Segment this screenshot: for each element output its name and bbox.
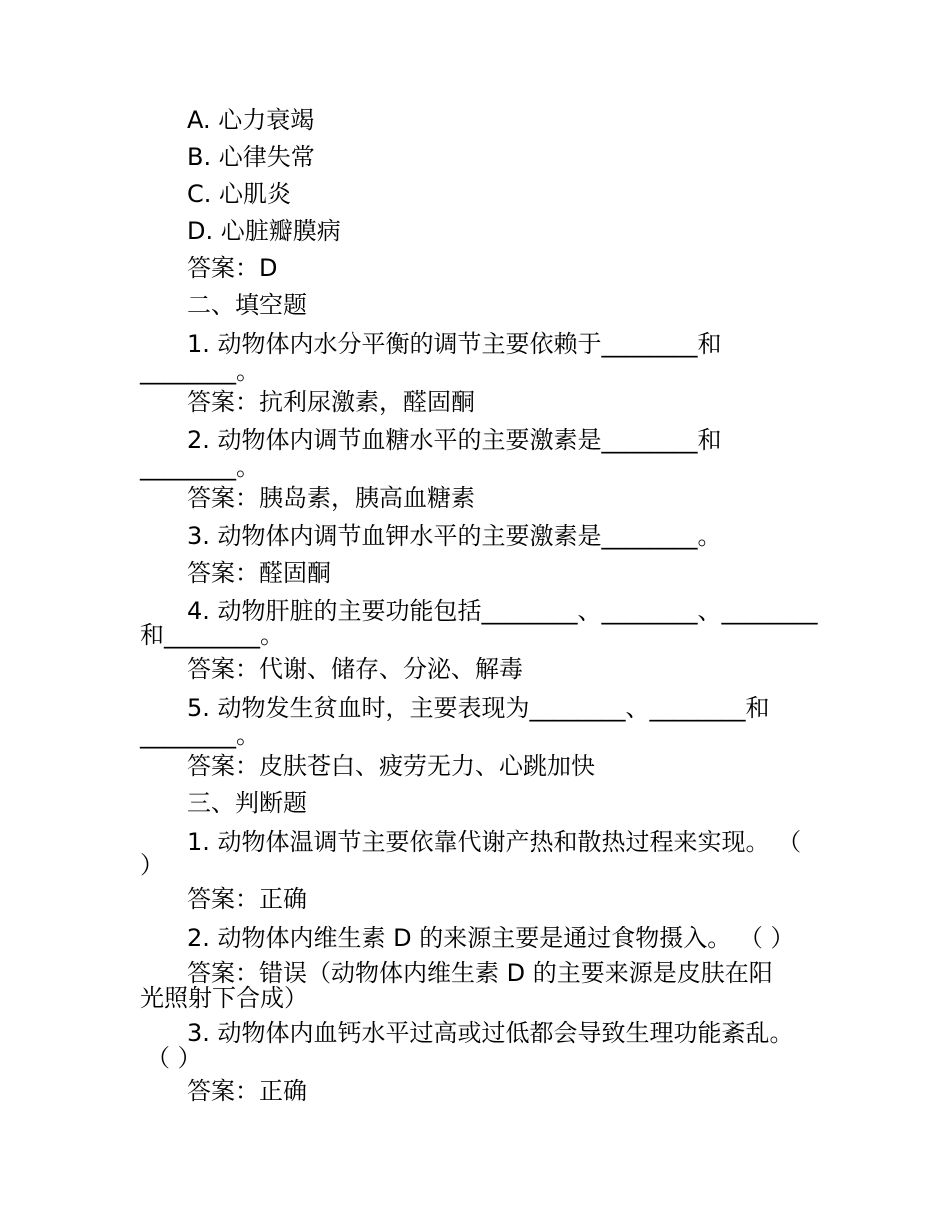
question-text: 2. 动物体内维生素 D 的来源主要是通过食物摄入。 （ ）	[187, 924, 795, 952]
option-d: D. 心脏瓣膜病	[187, 217, 341, 245]
answer-text: 答案：正确	[187, 1077, 307, 1105]
option-b: B. 心律失常	[187, 143, 315, 171]
answer-text: 答案：抗利尿激素，醛固酮	[187, 388, 475, 416]
answer-text: 答案：醛固酮	[187, 559, 331, 587]
answer-continuation: 光照射下合成）	[140, 984, 308, 1012]
question-continuation: 和________。	[140, 621, 284, 649]
option-a: A. 心力衰竭	[187, 106, 315, 134]
question-continuation: ________。	[140, 357, 260, 385]
question-text: 2. 动物体内调节血糖水平的主要激素是________和	[187, 426, 722, 454]
question-text: 1. 动物体温调节主要依靠代谢产热和散热过程来实现。 （	[187, 828, 802, 856]
section-heading-judge: 三、判断题	[187, 789, 307, 817]
option-c: C. 心肌炎	[187, 180, 292, 208]
question-continuation: ）	[140, 851, 164, 879]
answer-text: 答案：D	[187, 254, 278, 282]
question-text: 3. 动物体内血钙水平过高或过低都会导致生理功能紊乱。	[187, 1019, 794, 1047]
question-text: 5. 动物发生贫血时，主要表现为________、________和	[187, 694, 770, 722]
answer-text: 答案：代谢、储存、分泌、解毒	[187, 655, 523, 683]
answer-text: 答案：错误（动物体内维生素 D 的主要来源是皮肤在阳	[187, 959, 773, 987]
answer-text: 答案：胰岛素，胰高血糖素	[187, 484, 475, 512]
question-continuation: （ ）	[146, 1044, 202, 1072]
question-text: 3. 动物体内调节血钾水平的主要激素是________。	[187, 522, 722, 550]
question-continuation: ________。	[140, 721, 260, 749]
question-text: 1. 动物体内水分平衡的调节主要依赖于________和	[187, 330, 722, 358]
answer-text: 答案：皮肤苍白、疲劳无力、心跳加快	[187, 752, 595, 780]
section-heading-fill: 二、填空题	[187, 291, 307, 319]
answer-text: 答案：正确	[187, 885, 307, 913]
question-text: 4. 动物肝脏的主要功能包括________、________、________	[187, 597, 818, 625]
question-continuation: ________。	[140, 453, 260, 481]
